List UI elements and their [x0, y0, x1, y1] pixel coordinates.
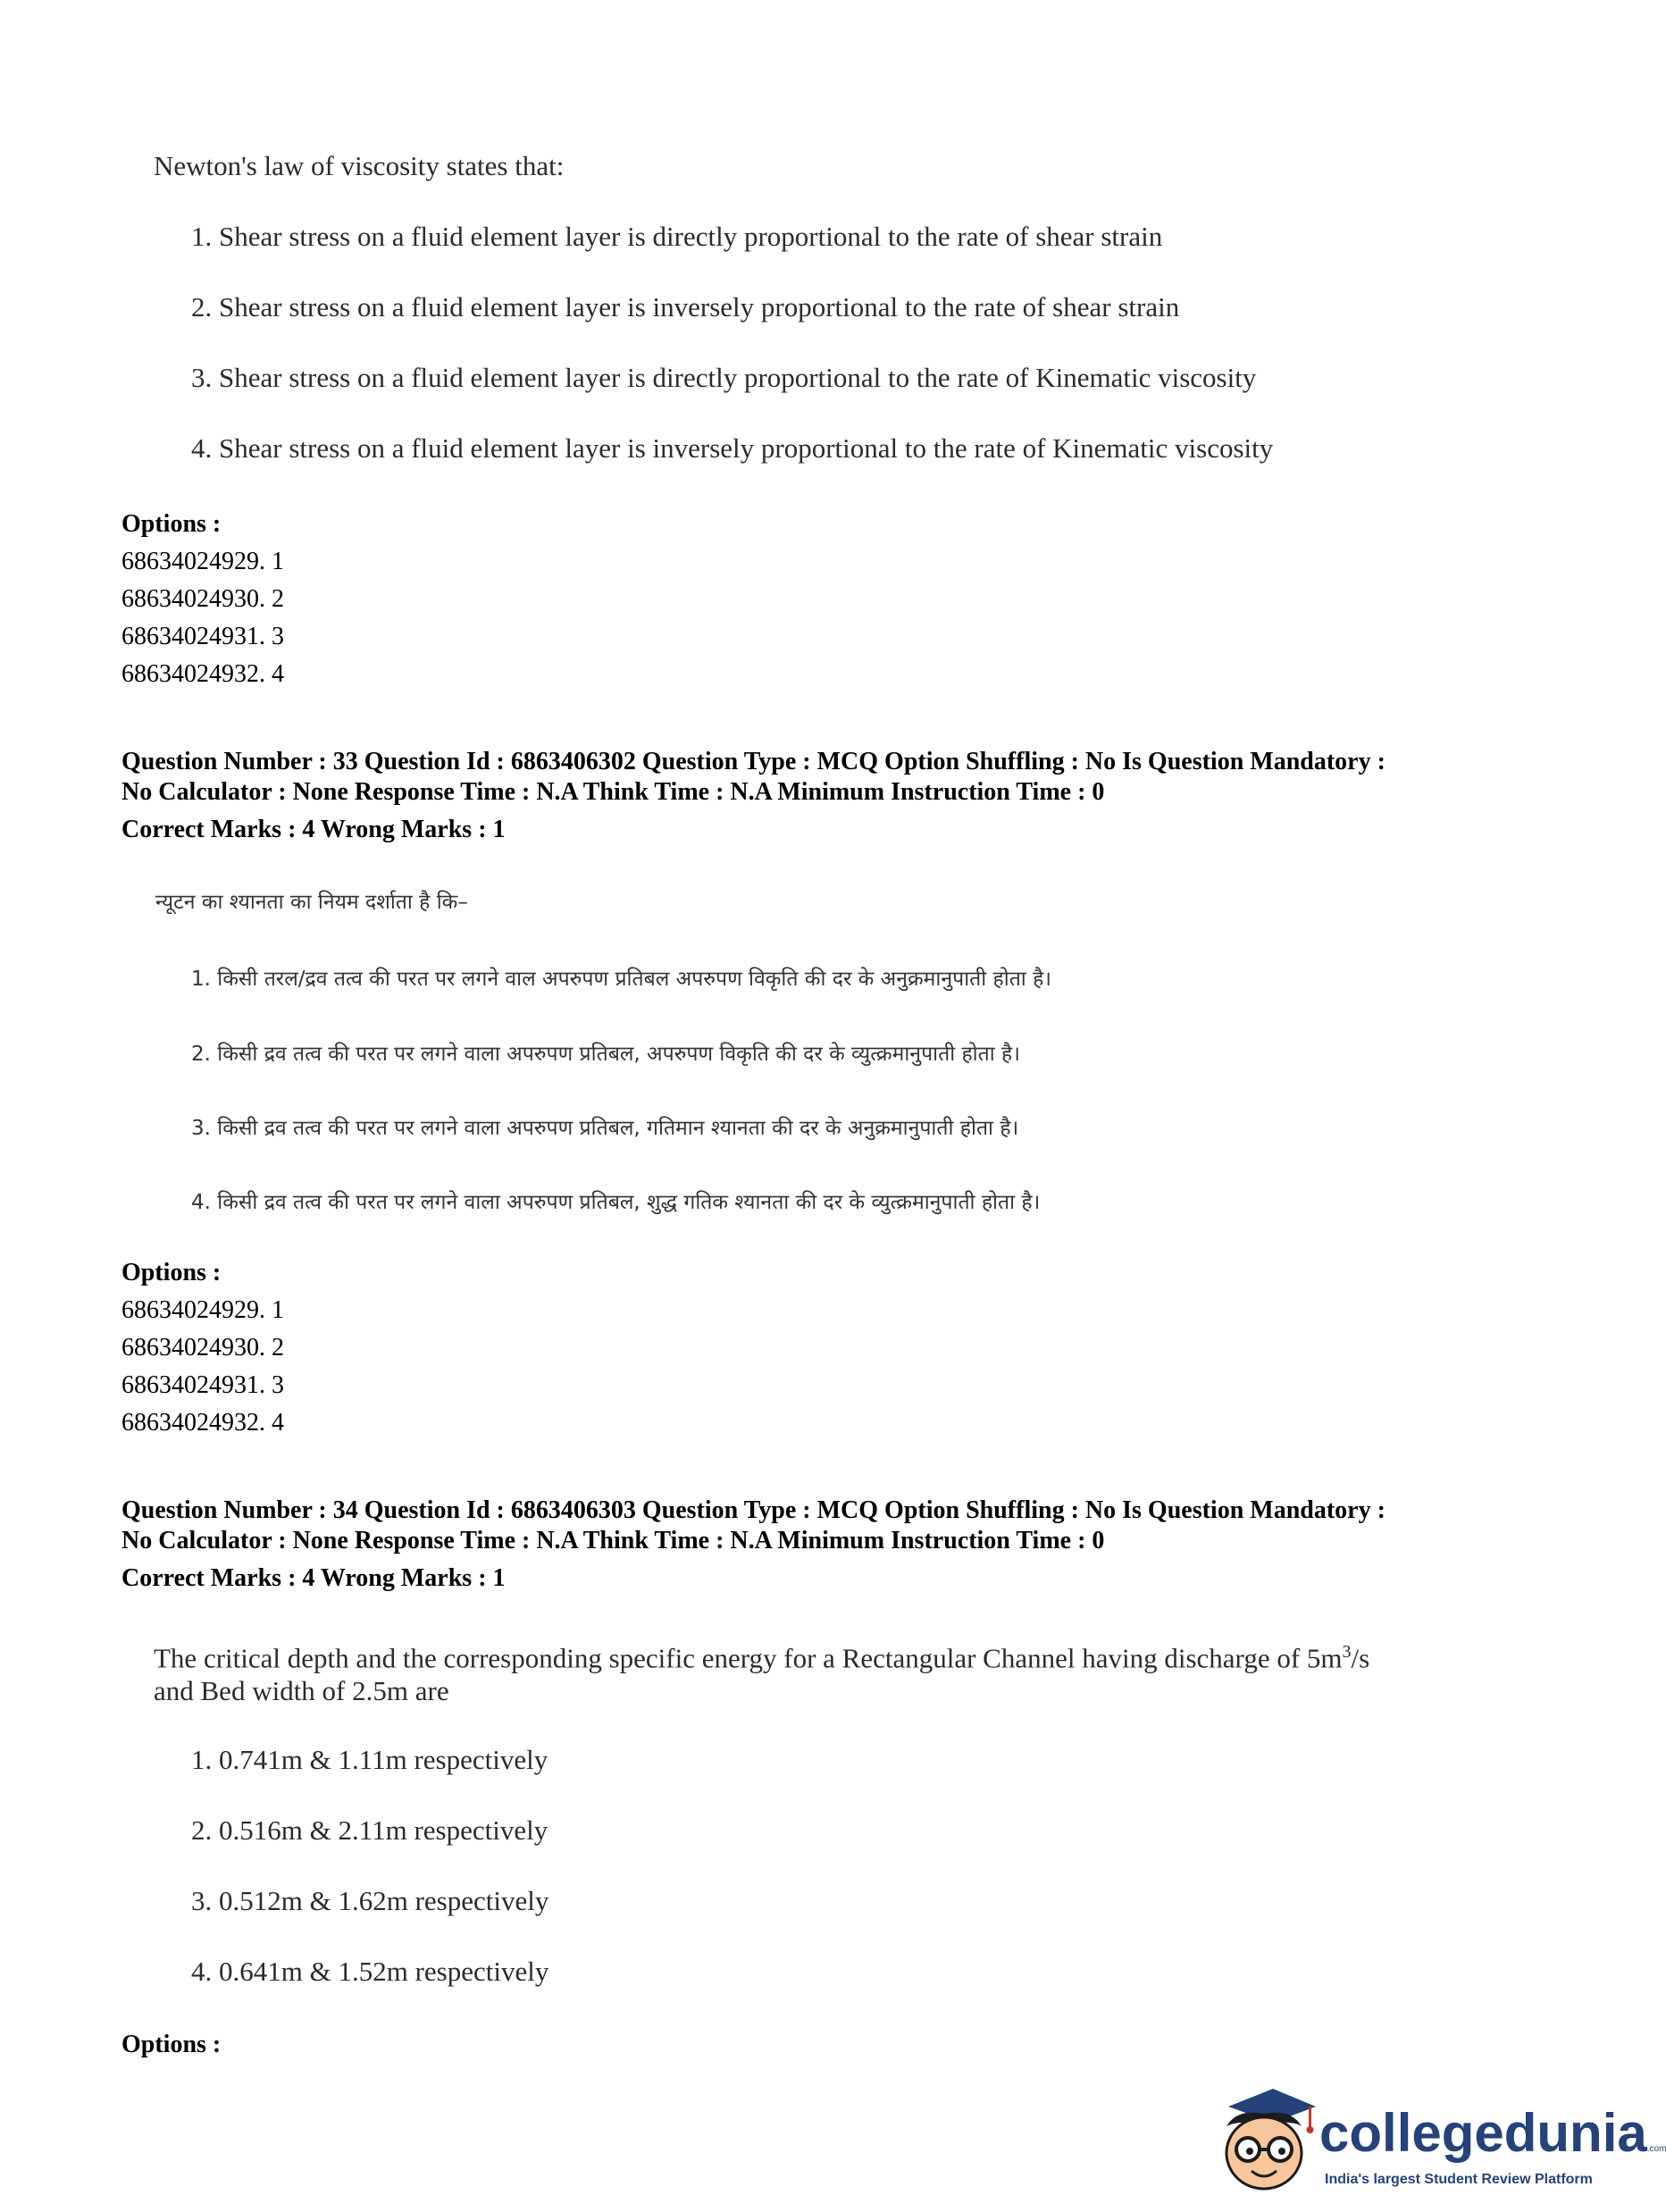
question-item-2: 2. Shear stress on a fluid element layer is inversely proportional to the rate of shear strain [191, 291, 1180, 323]
options-label: Options : [121, 1259, 222, 1286]
question-header-line2: No Calculator : None Response Time : N.A Think Time : N.A Minimum Instruction Time : 0 [121, 1527, 1105, 1554]
question-stem-text: The critical depth and the corresponding specific energy for a Rectangular Channel having discharge of 5m [154, 1642, 1343, 1674]
options-label: Options : [121, 2031, 222, 2058]
question-item-2: 2. किसी द्रव तत्व की परत पर लगने वाला अपरुपण प्रतिबल, अपरुपण विकृति की दर के व्युत्क्रमानुपाती होता है। [191, 1043, 1020, 1066]
logo-wordmark: collegedunia [1319, 2103, 1647, 2163]
question-item-1: 1. किसी तरल/द्रव तत्व की परत पर लगने वाल अपरुपण प्रतिबल अपरुपण विकृति की दर के अनुक्रमानुपाती होता है। [191, 968, 1052, 991]
option-2: 68634024930. 2 [121, 585, 284, 613]
question-stem: Newton's law of viscosity states that: [154, 150, 565, 181]
collegedunia-logo [1210, 2077, 1666, 2211]
option-1: 68634024929. 1 [121, 548, 284, 575]
logo-tagline: India's largest Student Review Platform [1325, 2172, 1593, 2187]
logo-com: .com [1646, 2144, 1666, 2154]
question-header-line2: No Calculator : None Response Time : N.A Think Time : N.A Minimum Instruction Time : 0 [121, 778, 1105, 806]
question-header: Question Number : 34 Question Id : 6863406303 Question Type : MCQ Option Shuffling : No Is Question Mandatory : [121, 1496, 1386, 1524]
question-item-4: 4. किसी द्रव तत्व की परत पर लगने वाला अपरुपण प्रतिबल, शुद्ध गतिक श्यानता की दर के व्युत्क्रमानुपाती होता है। [191, 1191, 1041, 1214]
question-stem-line2: and Bed width of 2.5m are [154, 1675, 449, 1706]
option-3: 68634024931. 3 [121, 623, 284, 650]
question-stem-unit: /s [1351, 1642, 1370, 1674]
question-stem [154, 1635, 1369, 1675]
option-4: 68634024932. 4 [121, 660, 284, 688]
option-4: 68634024932. 4 [121, 1409, 284, 1437]
options-label: Options : [121, 510, 222, 538]
option-1: 68634024929. 1 [121, 1296, 284, 1324]
question-item-3: 3. Shear stress on a fluid element layer is directly proportional to the rate of Kinematic viscosity [191, 362, 1257, 393]
option-3: 68634024931. 3 [121, 1371, 284, 1399]
question-item-1: 1. 0.741m & 1.11m respectively [191, 1744, 548, 1775]
question-item-4: 4. Shear stress on a fluid element layer is inversely proportional to the rate of Kinematic viscosity [191, 432, 1274, 464]
question-marks: Correct Marks : 4 Wrong Marks : 1 [121, 816, 506, 843]
question-item-2: 2. 0.516m & 2.11m respectively [191, 1814, 548, 1846]
question-item-4: 4. 0.641m & 1.52m respectively [191, 1956, 549, 1987]
question-item-1: 1. Shear stress on a fluid element layer is directly proportional to the rate of shear strain [191, 221, 1163, 252]
option-2: 68634024930. 2 [121, 1334, 284, 1362]
superscript: 3 [1342, 1642, 1352, 1662]
question-stem: न्यूटन का श्यानता का नियम दर्शाता है कि– [155, 891, 468, 914]
question-item-3: 3. किसी द्रव तत्व की परत पर लगने वाला अपरुपण प्रतिबल, गतिमान श्यानता की दर के अनुक्रमानुपाती होता है। [191, 1117, 1019, 1140]
question-marks: Correct Marks : 4 Wrong Marks : 1 [121, 1564, 506, 1592]
question-item-3: 3. 0.512m & 1.62m respectively [191, 1885, 549, 1916]
question-header: Question Number : 33 Question Id : 6863406302 Question Type : MCQ Option Shuffling : No Is Question Mandatory : [121, 748, 1386, 775]
mascot-icon [1210, 2082, 1318, 2207]
